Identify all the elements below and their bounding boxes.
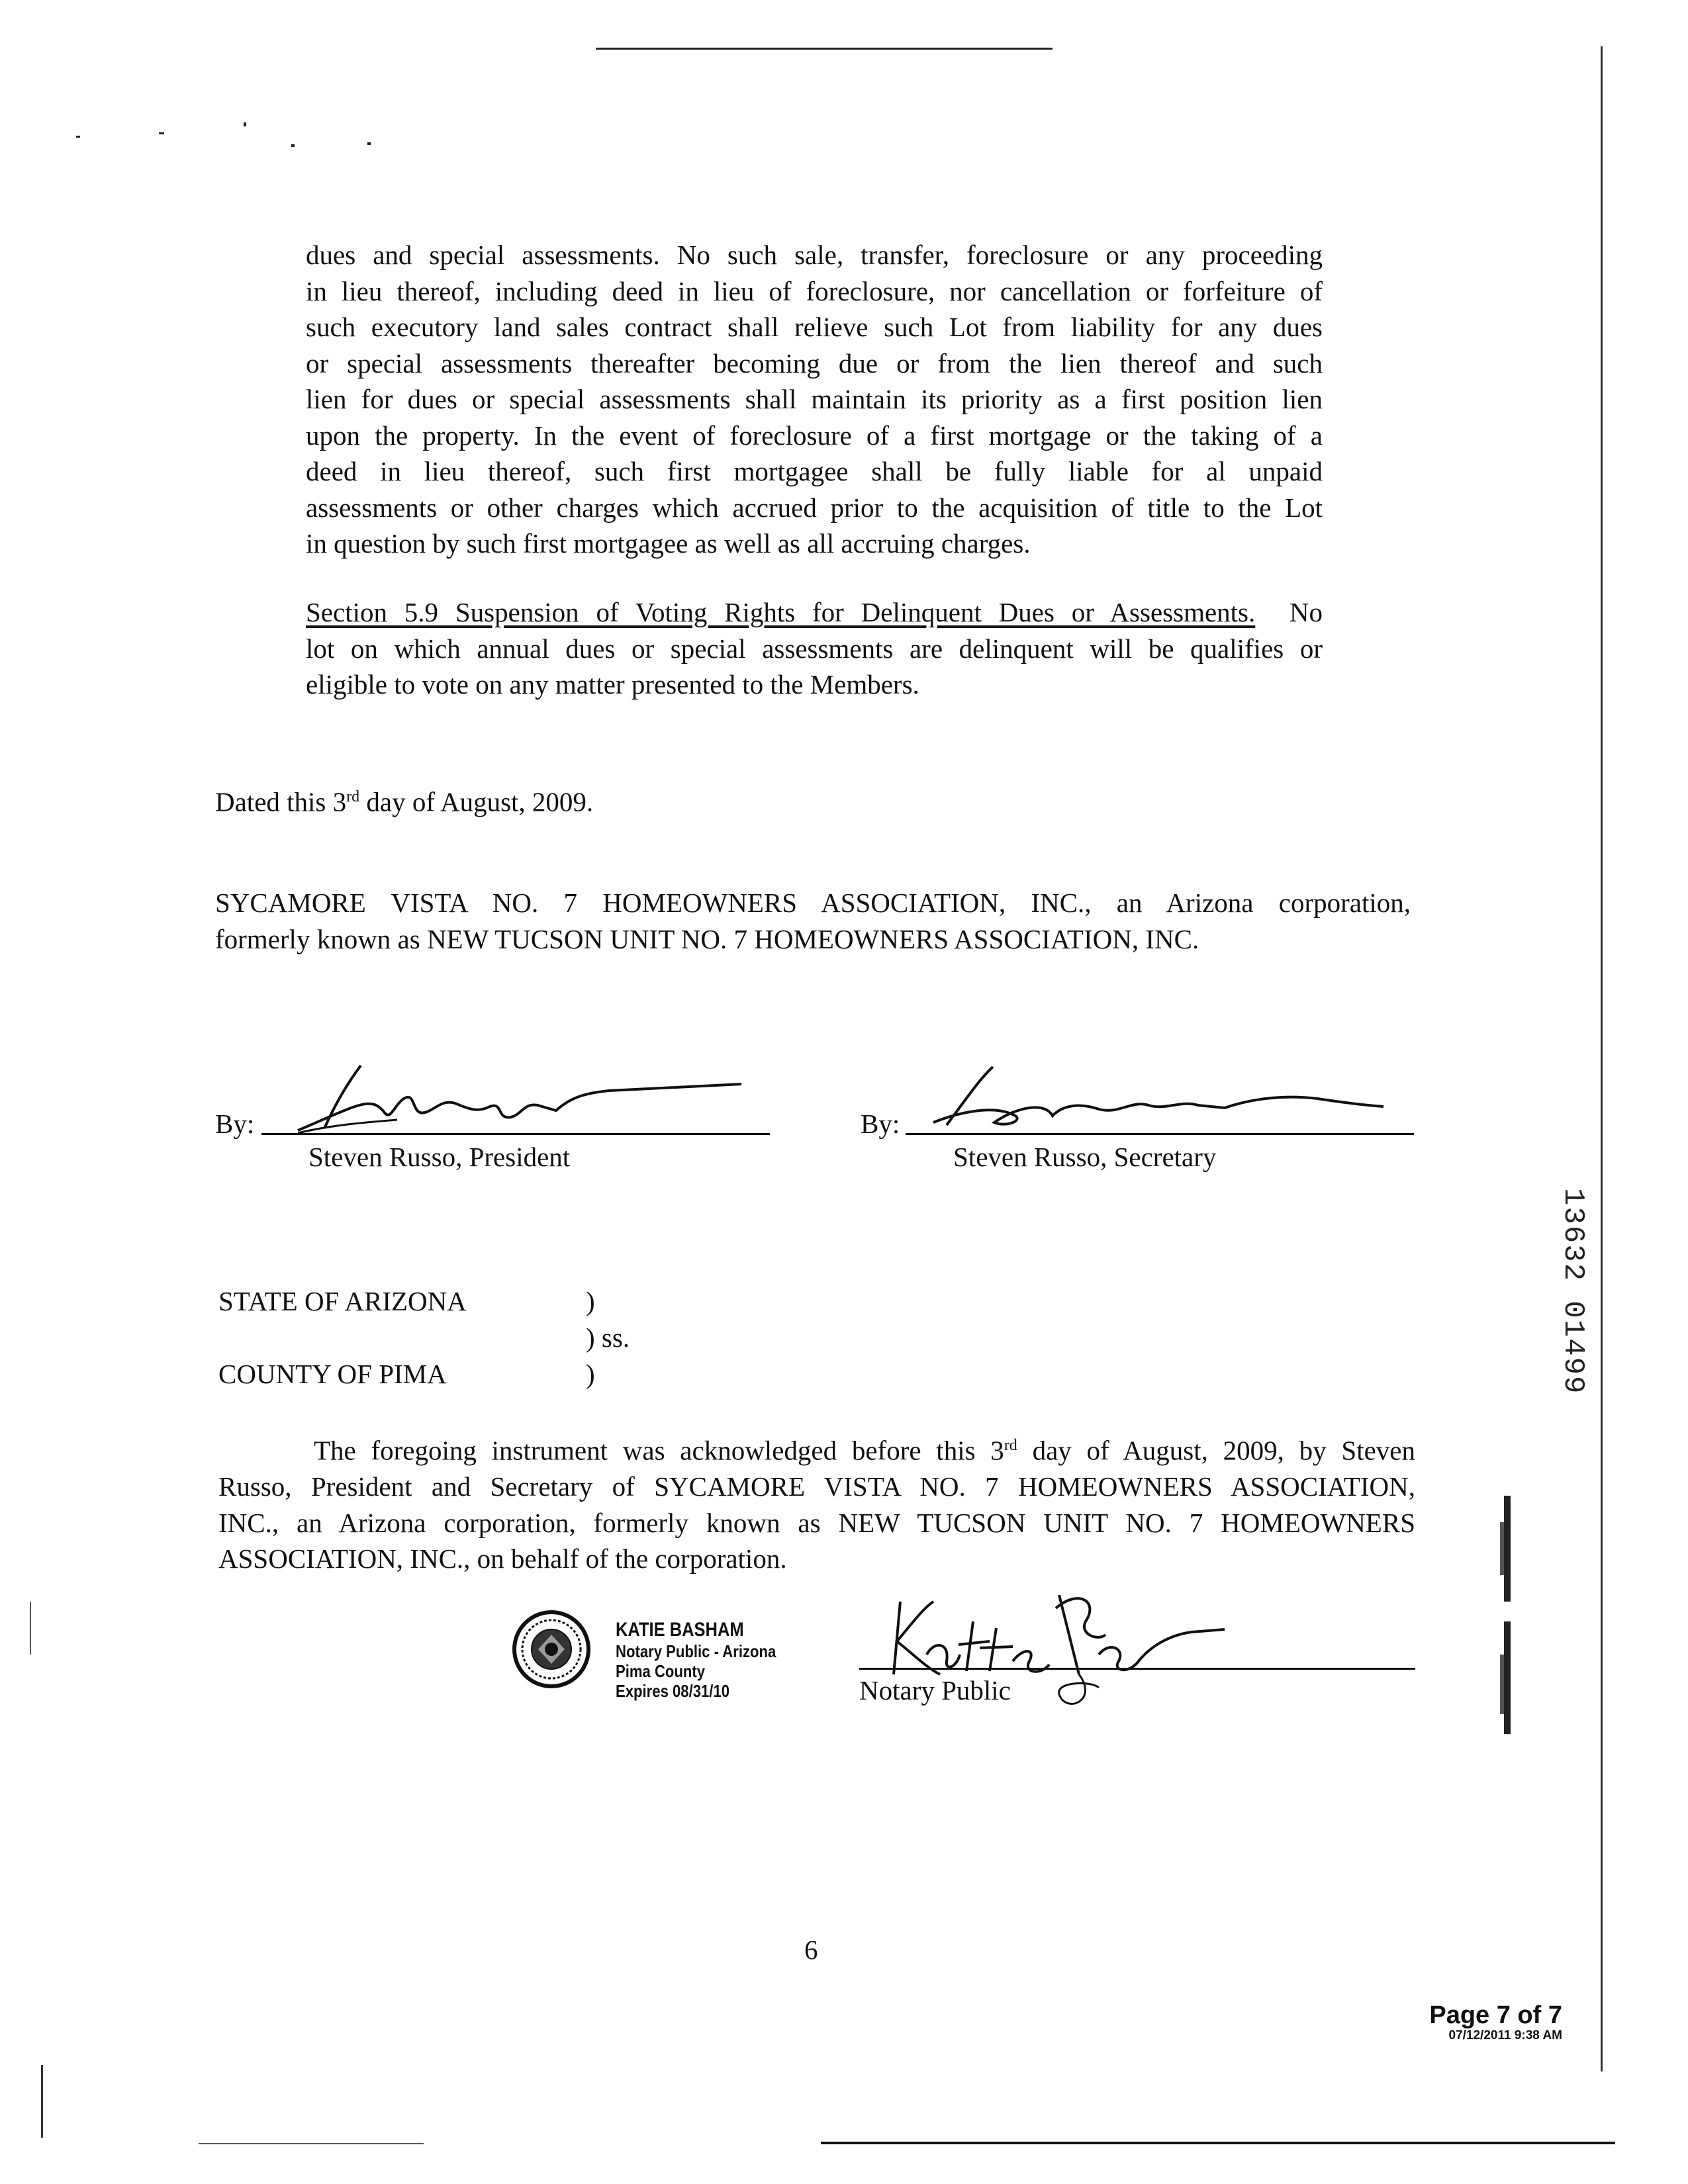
signature-secretary (920, 1059, 1397, 1145)
ack-first-line (218, 1428, 1415, 1469)
notary-name: KATIE BASHAM (616, 1619, 744, 1641)
left-scan-mark-2 (30, 1602, 31, 1655)
paragraph-line: in question by such first mortgagee as well as all accruing charges. (306, 528, 1031, 559)
ack-line: ASSOCIATION, INC., on behalf of the corporation. (218, 1543, 787, 1574)
paragraph-line: upon the property. In the event of foreclosure of a first mortgage or the taking of a (306, 420, 1323, 451)
scan-speck (76, 136, 80, 138)
side-scan-mark (1504, 1496, 1511, 1602)
page-number: 6 (804, 1934, 818, 1965)
side-scan-mark (1500, 1655, 1504, 1714)
notary-public-label: Notary Public (859, 1675, 1011, 1706)
acknowledgment-paragraph (218, 1428, 1415, 1577)
venue-paren-close: ) (586, 1359, 595, 1389)
bottom-right-rule (821, 2142, 1615, 2144)
footer (1258, 2002, 1562, 2043)
county-label: COUNTY OF PIMA (218, 1359, 447, 1389)
association-block (215, 885, 1411, 957)
left-scan-mark (41, 2065, 43, 2138)
dated-sup: rd (346, 788, 360, 805)
section-5-9 (306, 594, 1323, 703)
section-first-line (306, 594, 1323, 631)
notary-line: Pima County (616, 1661, 706, 1681)
paragraph-line: or special assessments thereafter becoming due or from the lien thereof and such (306, 347, 1323, 379)
by-label-left: By: (215, 1109, 255, 1139)
notary-line: Notary Public - Arizona (616, 1641, 776, 1661)
section-heading-tail: No (1289, 597, 1323, 627)
dated-prefix: Dated this 3 (215, 786, 347, 817)
scan-speck (244, 122, 246, 126)
venue-paren-open: ) (586, 1286, 595, 1316)
scan-speck (159, 132, 164, 134)
paragraph-line: eligible to vote on any matter presented to the Members. (306, 669, 919, 700)
scan-speck (291, 144, 295, 147)
dated-line (215, 780, 593, 819)
footer-timestamp: 07/12/2011 9:38 AM (1448, 2028, 1562, 2042)
ack-prefix: The foregoing instrument was acknowledged before this 3 (314, 1435, 1004, 1466)
side-scan-mark (1500, 1522, 1504, 1575)
body-paragraph (306, 237, 1323, 562)
right-scan-border (1601, 46, 1603, 2071)
side-scan-mark (1504, 1621, 1511, 1734)
ack-sup: rd (1004, 1437, 1017, 1454)
ack-line: INC., an Arizona corporation, formerly known as NEW TUCSON UNIT NO. 7 HOMEOWNERS (218, 1507, 1415, 1538)
top-scan-line (596, 48, 1053, 50)
venue-ss: ) ss. (586, 1322, 630, 1353)
notary-seal-icon (512, 1610, 591, 1689)
paragraph-line: lot on which annual dues or special assessments are delinquent will be qualifies or (306, 633, 1323, 664)
recording-number: 13632 01499 (1556, 1188, 1589, 1395)
paragraph-line: dues and special assessments. No such sale, transfer, foreclosure or any proceeding (306, 240, 1323, 270)
paragraph-line: deed in lieu thereof, such first mortgagee shall be fully liable for al unpaid (306, 456, 1323, 486)
notary-line: Expires 08/31/10 (616, 1681, 730, 1701)
paragraph-line: such executory land sales contract shall relieve such Lot from liability for any dues (306, 312, 1323, 342)
ack-line: Russo, President and Secretary of SYCAMORE VISTA NO. 7 HOMEOWNERS ASSOCIATION, (218, 1471, 1415, 1502)
signature-president (278, 1059, 755, 1145)
dated-suffix: day of August, 2009. (359, 786, 594, 817)
association-line: formerly known as NEW TUCSON UNIT NO. 7 HOMEOWNERS ASSOCIATION, INC. (215, 923, 1199, 954)
association-line: SYCAMORE VISTA NO. 7 HOMEOWNERS ASSOCIATION, INC., an Arizona corporation, (215, 887, 1411, 918)
secretary-title: Steven Russo, Secretary (953, 1142, 1217, 1172)
notary-stamp-text (616, 1619, 814, 1701)
bottom-left-rule (199, 2143, 424, 2144)
by-label-right: By: (861, 1109, 900, 1139)
paragraph-line: lien for dues or special assessments shall maintain its priority as a first position lien (306, 384, 1323, 414)
footer-page-count: Page 7 of 7 (1429, 2001, 1562, 2029)
president-title: Steven Russo, President (308, 1142, 571, 1172)
section-heading: Section 5.9 Suspension of Voting Rights for Delinquent Dues or Assessments. (306, 597, 1256, 627)
paragraph-line: assessments or other charges which accrued prior to the acquisition of title to the Lot (306, 492, 1323, 523)
ack-suffix: day of August, 2009, by Steven (1017, 1435, 1415, 1466)
paragraph-line: in lieu thereof, including deed in lieu of foreclosure, nor cancellation or forfeiture of (306, 275, 1323, 306)
state-label: STATE OF ARIZONA (218, 1286, 467, 1316)
scan-speck (367, 142, 371, 145)
